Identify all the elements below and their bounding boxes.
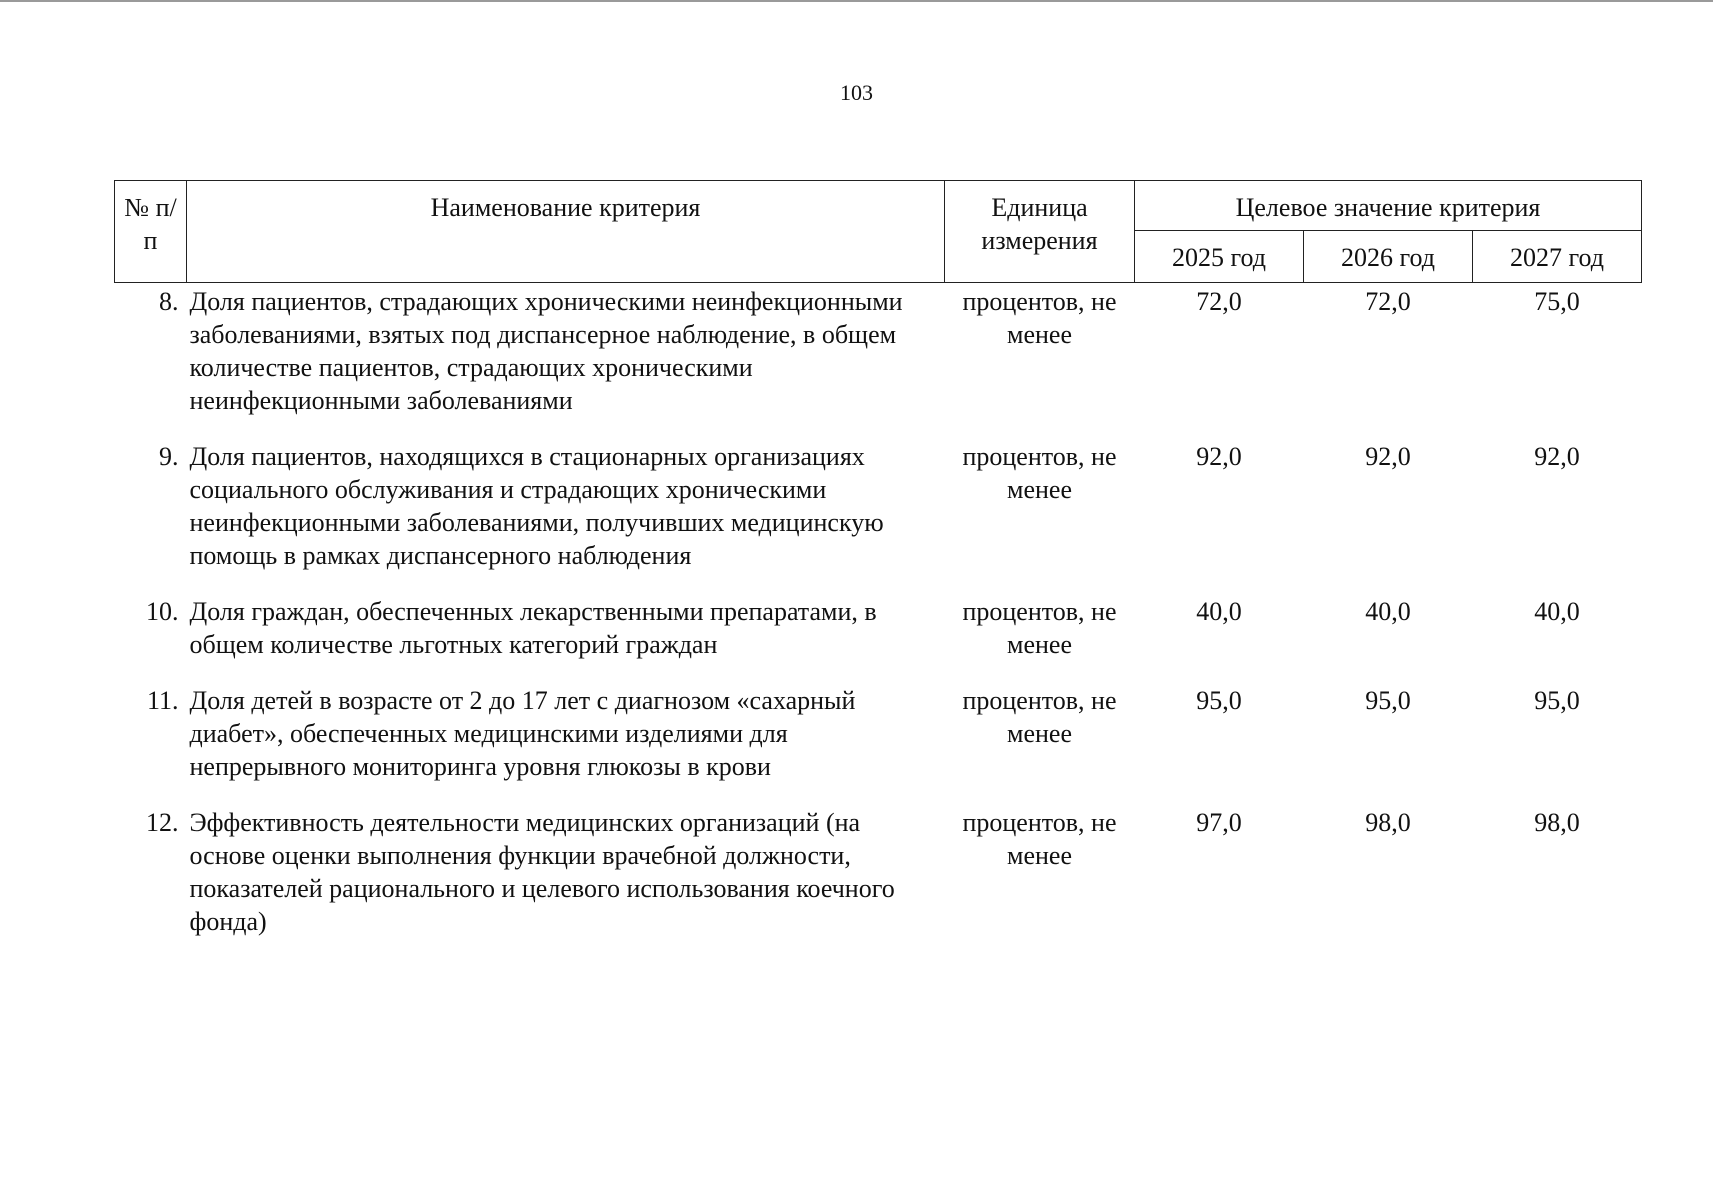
value-2025: 97,0: [1196, 808, 1242, 837]
table-row: [115, 684, 1642, 806]
header-year-2026: 2026 год: [1304, 231, 1473, 283]
table-row: [115, 806, 1642, 961]
row-number: 9.: [159, 442, 179, 471]
criterion-name: Эффективность деятельности медицинских организаций (на основе оценки выполнения функции врачебной должности, показателей рационального и целевого использования коечного фонда): [189, 808, 895, 936]
header-year-2027: 2027 год: [1473, 231, 1642, 283]
value-2027: 92,0: [1534, 442, 1580, 471]
unit-cell: процентов, не менее: [962, 597, 1117, 659]
value-2026: 98,0: [1365, 808, 1411, 837]
unit-cell: процентов, не менее: [962, 686, 1117, 748]
header-year-2025: 2025 год: [1135, 231, 1304, 283]
value-2025: 40,0: [1196, 597, 1242, 626]
page-top-edge: [0, 0, 1713, 2]
criterion-name: Доля пациентов, находящихся в стационарных организациях социального обслуживания и страдающих хроническими неинфекционными заболеваниями, получивших медицинскую помощь в рамках диспансерного наблюдения: [189, 442, 884, 570]
value-2027: 98,0: [1534, 808, 1580, 837]
header-number: № п/п: [115, 181, 187, 283]
value-2027: 95,0: [1534, 686, 1580, 715]
header-criterion-name: Наименование критерия: [187, 181, 945, 283]
table-row: [115, 595, 1642, 684]
row-number: 11.: [146, 686, 179, 715]
criterion-name: Доля детей в возрасте от 2 до 17 лет с диагнозом «сахарный диабет», обеспеченных медицинскими изделиями для непрерывного мониторинга уровня глюкозы в крови: [189, 686, 856, 781]
value-2025: 72,0: [1196, 287, 1242, 316]
value-2026: 92,0: [1365, 442, 1411, 471]
value-2026: 72,0: [1365, 287, 1411, 316]
unit-cell: процентов, не менее: [962, 287, 1117, 349]
value-2027: 75,0: [1534, 287, 1580, 316]
value-2027: 40,0: [1534, 597, 1580, 626]
header-target-value: Целевое значение критерия: [1135, 181, 1642, 231]
value-2025: 92,0: [1196, 442, 1242, 471]
criteria-table: [114, 180, 1642, 961]
unit-cell: процентов, не менее: [962, 442, 1117, 504]
unit-cell: процентов, не менее: [962, 808, 1117, 870]
row-number: 12.: [146, 808, 179, 837]
page-number: 103: [840, 80, 873, 105]
value-2026: 40,0: [1365, 597, 1411, 626]
header-unit: Единица измерения: [945, 181, 1135, 283]
table-row: [115, 283, 1642, 441]
row-number: 8.: [159, 287, 179, 316]
criterion-name: Доля пациентов, страдающих хроническими неинфекционными заболеваниями, взятых под диспансерное наблюдение, в общем количестве пациентов, страдающих хроническими неинфекционными заболеваниями: [189, 287, 903, 415]
value-2025: 95,0: [1196, 686, 1242, 715]
value-2026: 95,0: [1365, 686, 1411, 715]
criterion-name: Доля граждан, обеспеченных лекарственными препаратами, в общем количестве льготных категорий граждан: [189, 597, 877, 659]
row-number: 10.: [146, 597, 179, 626]
table-row: [115, 440, 1642, 595]
